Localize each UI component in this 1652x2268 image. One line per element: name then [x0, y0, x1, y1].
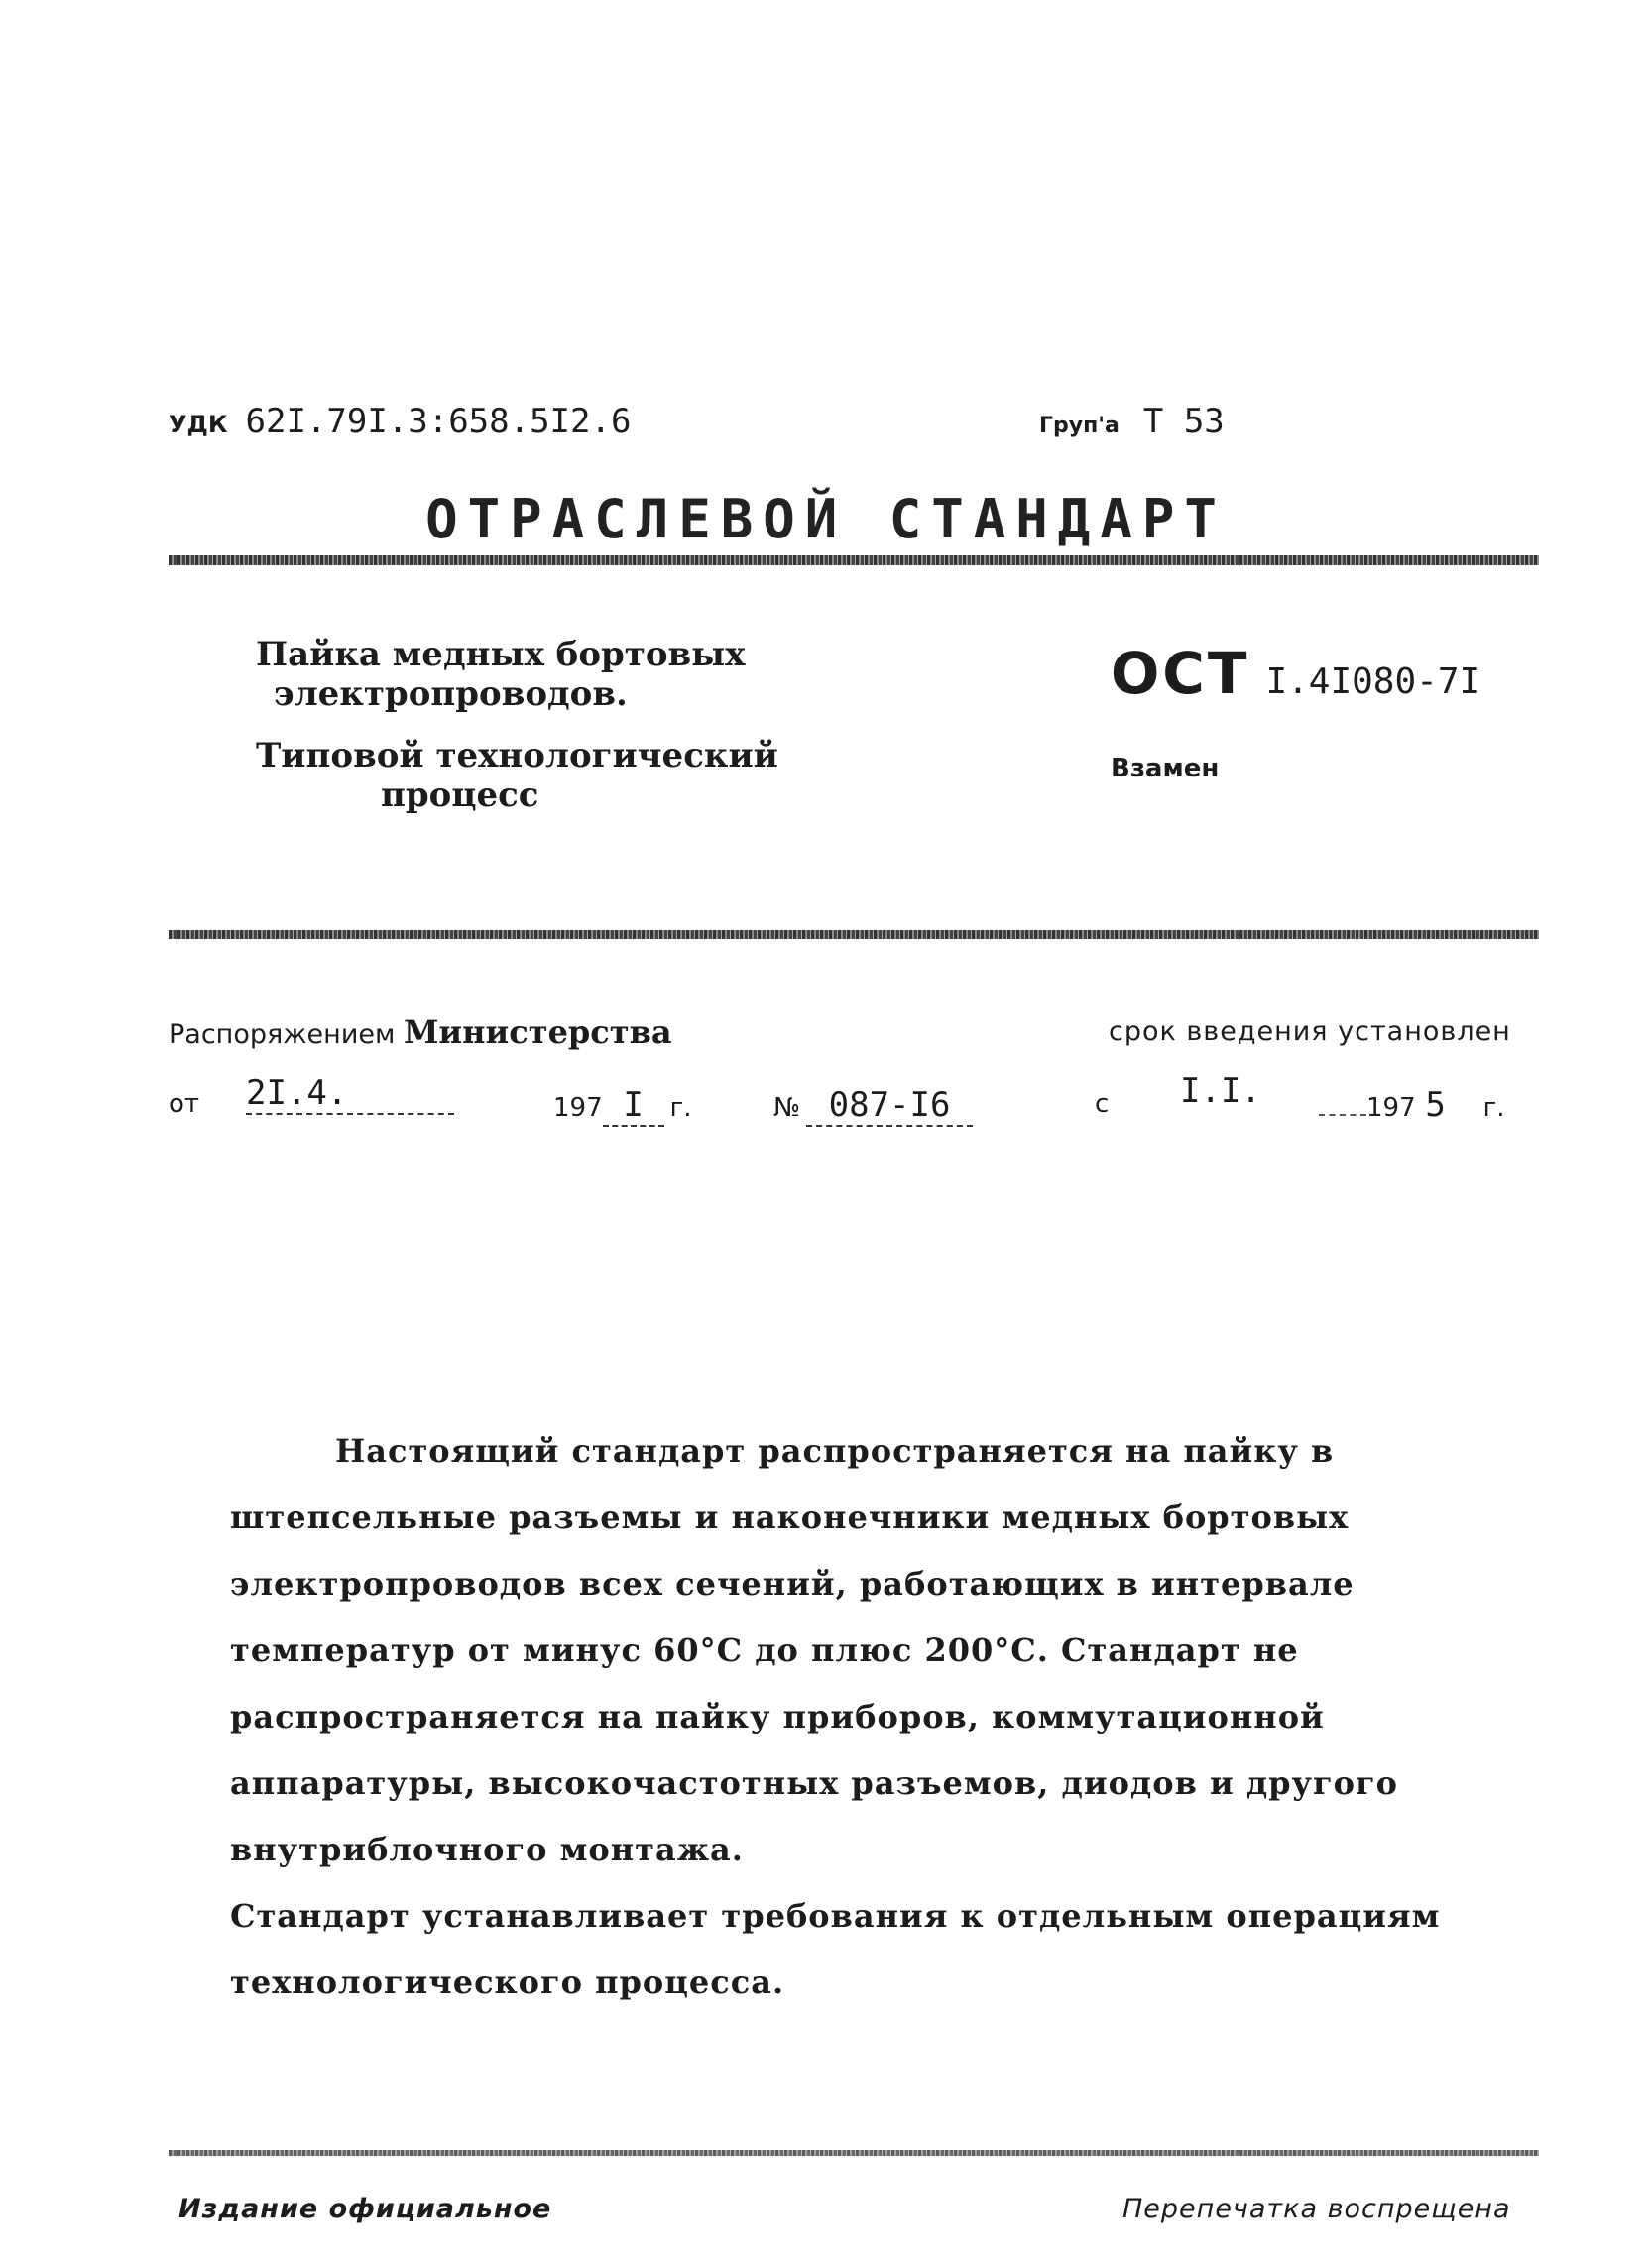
- title-divider: [169, 555, 1539, 565]
- replaces-label: Взамен: [1111, 754, 1220, 783]
- order-heading: [169, 1014, 672, 1051]
- section-divider: [169, 930, 1539, 939]
- order-date: 2I.4.: [246, 1073, 454, 1115]
- standard-designation: [1111, 640, 1480, 707]
- ost-number: I.4I080-7I: [1265, 661, 1481, 702]
- effective-heading: срок введения установлен: [1109, 1016, 1511, 1047]
- footer-divider: [169, 2150, 1539, 2156]
- subject-title: [256, 635, 746, 714]
- udk-label: УДК: [169, 411, 228, 438]
- effective-year-field: [1319, 1085, 1505, 1125]
- effective-date: I.I.: [1180, 1071, 1261, 1111]
- effective-year-suffix: г.: [1482, 1093, 1505, 1123]
- order-authority: Министерства: [403, 1014, 672, 1051]
- order-year-prefix: 197: [553, 1093, 603, 1123]
- udk-value: 62I.79I.3:658.5I2.6: [245, 402, 632, 441]
- group-label: Груп'а: [1039, 414, 1120, 438]
- subject-subtitle: [256, 736, 778, 815]
- order-year-suffix: г.: [669, 1093, 692, 1123]
- document-title: ОТРАСЛЕВОЙ СТАНДАРТ: [425, 488, 1227, 550]
- order-date-field: [246, 1073, 454, 1115]
- subject-line-1: Пайка медных бортовых: [256, 635, 746, 674]
- order-number-label: №: [773, 1093, 801, 1123]
- body-text: [230, 1418, 1569, 2016]
- order-year-field: [553, 1085, 692, 1127]
- order-label: Распоряжением: [169, 1019, 396, 1050]
- body-paragraph-1: Настоящий стандарт распространяется на пайку в штепсельные разъемы и наконечники медных бортовых электропроводов всех сечений, работающих в интервале температур от минус 60°С до плюс 200°С. Стандарт не распространяется на пайку приборов, коммутационной аппаратуры, высокочастотных разъемов, диодов и другого внутриблочного монтажа.: [230, 1432, 1398, 1868]
- subject-line-3: Типовой технологический: [256, 736, 778, 776]
- group-code: [1039, 402, 1225, 441]
- udk-code: [169, 402, 631, 441]
- subject-line-4: процесс: [381, 776, 539, 815]
- ost-prefix: ОСТ: [1111, 640, 1250, 707]
- order-number-field: [773, 1085, 973, 1127]
- order-year-digit: I: [603, 1085, 664, 1127]
- subject-line-2: электропроводов.: [274, 674, 628, 714]
- effective-year-digit: 5: [1425, 1085, 1446, 1125]
- order-from-label: от: [169, 1089, 200, 1119]
- body-paragraph-2: Стандарт устанавливает требования к отдельным операциям технологического процесса.: [230, 1897, 1441, 2001]
- effective-from-label: с: [1095, 1089, 1110, 1119]
- effective-year-prefix: 197: [1366, 1093, 1416, 1123]
- footer-official-edition: Издание официальное: [178, 2194, 552, 2224]
- footer-reprint-notice: Перепечатка воспрещена: [1122, 2194, 1511, 2224]
- group-value: Т 53: [1142, 402, 1225, 441]
- order-number: 087-I6: [806, 1085, 973, 1127]
